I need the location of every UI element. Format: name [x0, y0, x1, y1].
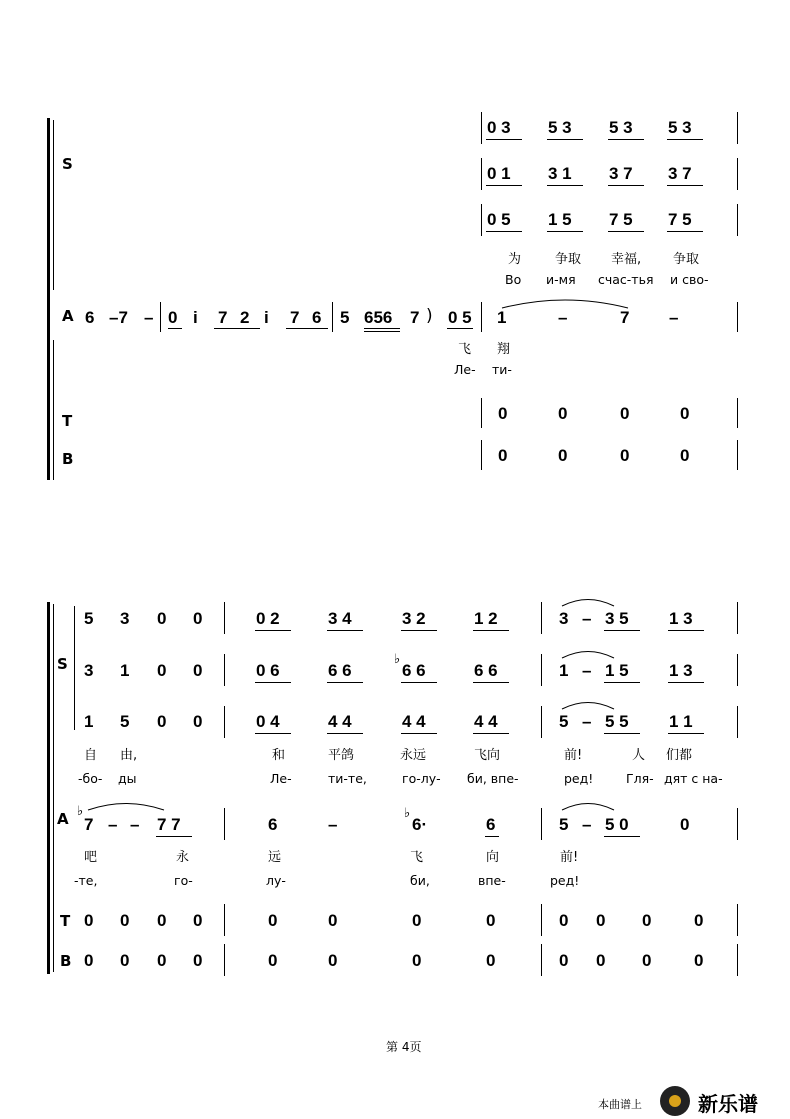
note: –: [582, 712, 592, 731]
lyric-ru: Ле-: [270, 771, 292, 786]
note: 7: [290, 308, 300, 327]
barline: [481, 204, 482, 236]
lyric-ru: и-мя: [546, 272, 576, 287]
note: 1: [559, 661, 569, 680]
note: 656: [364, 308, 393, 327]
barline: [332, 302, 333, 332]
barline: [737, 398, 738, 428]
lyric-ru: Ле-: [454, 362, 476, 377]
note: –: [130, 815, 140, 834]
lyric-zh: 翔: [497, 342, 511, 357]
note: –: [582, 661, 592, 680]
note: 7 7: [157, 815, 181, 834]
lyric-ru: -те,: [74, 873, 98, 888]
note: 6: [85, 308, 95, 327]
note: 0: [486, 951, 496, 970]
lyric-ru: счас-тья: [598, 272, 654, 287]
lyric-ru: ды: [118, 771, 137, 786]
barline: [160, 302, 161, 332]
lyric-ru: би,: [410, 873, 430, 888]
note: –: [582, 609, 592, 628]
note: 0: [558, 404, 568, 423]
lyric-zh: 幸福,: [611, 252, 642, 267]
note: 1: [84, 712, 94, 731]
note: 0: [157, 661, 167, 680]
lyric-ru: го-: [174, 873, 193, 888]
note: 0: [620, 404, 630, 423]
barline: [481, 112, 482, 144]
lyric-zh: 为: [508, 252, 522, 267]
lyric-ru: дят с на-: [664, 771, 723, 786]
note: 0: [84, 951, 94, 970]
lyric-ru: го-лу-: [402, 771, 441, 786]
note: –: [108, 815, 118, 834]
note: 0: [168, 308, 178, 327]
system-bracket: [47, 602, 50, 974]
note: 7: [84, 815, 94, 834]
note: 0: [193, 911, 203, 930]
system-bracket: [47, 118, 50, 480]
note: 0: [498, 446, 508, 465]
note: –: [328, 815, 338, 834]
lyric-zh: 前!: [560, 850, 579, 865]
note: 0 2: [256, 609, 280, 628]
note: 1 5: [605, 661, 629, 680]
note: 3 1: [548, 164, 572, 183]
note: 0 1: [487, 164, 511, 183]
note: 0: [193, 609, 203, 628]
note: 0: [559, 911, 569, 930]
note: 7: [218, 308, 228, 327]
tie: [560, 648, 616, 660]
note: 3 7: [609, 164, 633, 183]
lyric-zh: 向: [486, 850, 500, 865]
note: 5: [559, 815, 569, 834]
lyric-zh: 和: [272, 748, 286, 763]
note: 5 3: [668, 118, 692, 137]
note: 0: [193, 661, 203, 680]
barline: [481, 158, 482, 190]
note: 1: [120, 661, 130, 680]
note: 3: [559, 609, 569, 628]
lyric-zh: 平鸽: [328, 748, 355, 763]
note: 0: [268, 951, 278, 970]
lyric-ru: Во: [505, 272, 522, 287]
note: 0: [328, 951, 338, 970]
lyric-ru: Гля-: [626, 771, 654, 786]
flat-icon: ♭: [394, 652, 401, 667]
system-line: [53, 340, 54, 480]
note: 0: [620, 446, 630, 465]
barline: [481, 302, 482, 332]
logo-icon: [660, 1086, 690, 1116]
note: 5 3: [609, 118, 633, 137]
tie: [86, 800, 166, 812]
barline: [737, 302, 738, 332]
note: 6·: [412, 815, 428, 834]
note: 0: [157, 951, 167, 970]
note: –: [669, 308, 679, 327]
lyric-ru: би, впе-: [467, 771, 519, 786]
note: 0: [680, 404, 690, 423]
note: 0 5: [448, 308, 472, 327]
note: 6: [486, 815, 496, 834]
system-line: [53, 120, 54, 290]
brace-line: [74, 606, 75, 730]
lyric-ru: ред!: [564, 771, 594, 786]
note: 0: [642, 951, 652, 970]
part-label-s: S: [62, 155, 73, 173]
note: 0: [328, 911, 338, 930]
note: 3 2: [402, 609, 426, 628]
note: –7: [109, 308, 128, 327]
lyric-ru: ред!: [550, 873, 580, 888]
note: 5: [120, 712, 130, 731]
note: 1 1: [669, 712, 693, 731]
note: –: [582, 815, 592, 834]
lyric-zh: 飞: [410, 850, 424, 865]
note: 0: [596, 951, 606, 970]
barline: [737, 204, 738, 236]
lyric-zh: 们都: [666, 748, 693, 763]
note: 2: [240, 308, 250, 327]
lyric-ru: -бо-: [78, 771, 103, 786]
barline: [481, 440, 482, 470]
lyric-zh: 争取: [555, 252, 582, 267]
part-label-b: B: [62, 450, 74, 468]
note: –: [558, 308, 568, 327]
barline: [737, 440, 738, 470]
note: 4 4: [328, 712, 352, 731]
lyric-zh: 永: [176, 850, 190, 865]
note: 0: [596, 911, 606, 930]
note: 1 2: [474, 609, 498, 628]
note: 0: [412, 911, 422, 930]
system-line: [53, 604, 54, 972]
lyric-ru: лу-: [266, 873, 286, 888]
part-label-a: A: [57, 810, 69, 828]
lyric-zh: 人: [632, 748, 646, 763]
note: 6: [312, 308, 322, 327]
note: 3: [84, 661, 94, 680]
note: 0: [193, 712, 203, 731]
barline: [481, 398, 482, 428]
part-label-a: A: [62, 307, 74, 325]
flat-icon: ♭: [77, 804, 84, 819]
note: 6: [268, 815, 278, 834]
note: i: [193, 308, 198, 327]
note: 0: [84, 911, 94, 930]
note: 0: [642, 911, 652, 930]
flat-icon: ♭: [404, 806, 411, 821]
note: 1 3: [669, 661, 693, 680]
lyric-ru: ти-: [492, 362, 512, 377]
note: 7 5: [609, 210, 633, 229]
note: 5: [340, 308, 350, 327]
page-number: 第 4页: [386, 1040, 422, 1054]
note: 0 6: [256, 661, 280, 680]
lyric-zh: 永远: [400, 748, 427, 763]
note: 6 6: [328, 661, 352, 680]
note: 0: [486, 911, 496, 930]
note: 0: [157, 911, 167, 930]
footer-note: 本曲谱上: [598, 1098, 642, 1111]
part-label-s: S: [57, 655, 68, 673]
note: 6 6: [474, 661, 498, 680]
note: 0: [412, 951, 422, 970]
note: 0: [694, 911, 704, 930]
note: 0: [120, 951, 130, 970]
note: 4 4: [402, 712, 426, 731]
logo-text: 新乐谱: [698, 1092, 758, 1116]
note: 3 4: [328, 609, 352, 628]
note: 4 4: [474, 712, 498, 731]
note: 0 5: [487, 210, 511, 229]
note: 0: [680, 446, 690, 465]
tie: [500, 296, 630, 310]
note: i: [264, 308, 269, 327]
note: 0: [498, 404, 508, 423]
note: 0: [157, 609, 167, 628]
note: –: [144, 308, 154, 327]
lyric-zh: 自: [84, 748, 98, 763]
note: 7: [410, 308, 420, 327]
note: 0: [694, 951, 704, 970]
note: 0: [558, 446, 568, 465]
lyric-zh: 飞向: [474, 748, 501, 763]
note: 5: [84, 609, 94, 628]
note: 5: [559, 712, 569, 731]
note: 5 5: [605, 712, 629, 731]
note: 7: [620, 308, 630, 327]
lyric-ru: ти-те,: [328, 771, 367, 786]
note: 0 4: [256, 712, 280, 731]
lyric-zh: 由,: [120, 748, 138, 763]
note: 0: [680, 815, 690, 834]
lyric-zh: 吧: [84, 850, 98, 865]
lyric-zh: 远: [268, 850, 282, 865]
barline: [737, 158, 738, 190]
note: 7 5: [668, 210, 692, 229]
part-label-t: T: [62, 412, 73, 430]
note: 6 6: [402, 661, 426, 680]
lyric-ru: и сво-: [670, 272, 709, 287]
lyric-ru: впе-: [478, 873, 506, 888]
note: 0: [559, 951, 569, 970]
note: 3 5: [605, 609, 629, 628]
note: 0: [193, 951, 203, 970]
lyric-zh: 前!: [564, 748, 583, 763]
note: 0: [120, 911, 130, 930]
note: 3: [120, 609, 130, 628]
part-label-b: B: [60, 952, 72, 970]
note: 1 3: [669, 609, 693, 628]
tie: [560, 800, 616, 812]
tie: [560, 699, 616, 711]
note: 0 3: [487, 118, 511, 137]
tie: [560, 596, 616, 608]
lyric-zh: 飞: [458, 342, 472, 357]
note: 5 0: [605, 815, 629, 834]
note: 1 5: [548, 210, 572, 229]
part-label-t: T: [60, 912, 71, 930]
note: 1: [497, 308, 507, 327]
note: 5 3: [548, 118, 572, 137]
note: 3 7: [668, 164, 692, 183]
lyric-zh: 争取: [673, 252, 700, 267]
note: 0: [157, 712, 167, 731]
note: 0: [268, 911, 278, 930]
barline: [737, 112, 738, 144]
